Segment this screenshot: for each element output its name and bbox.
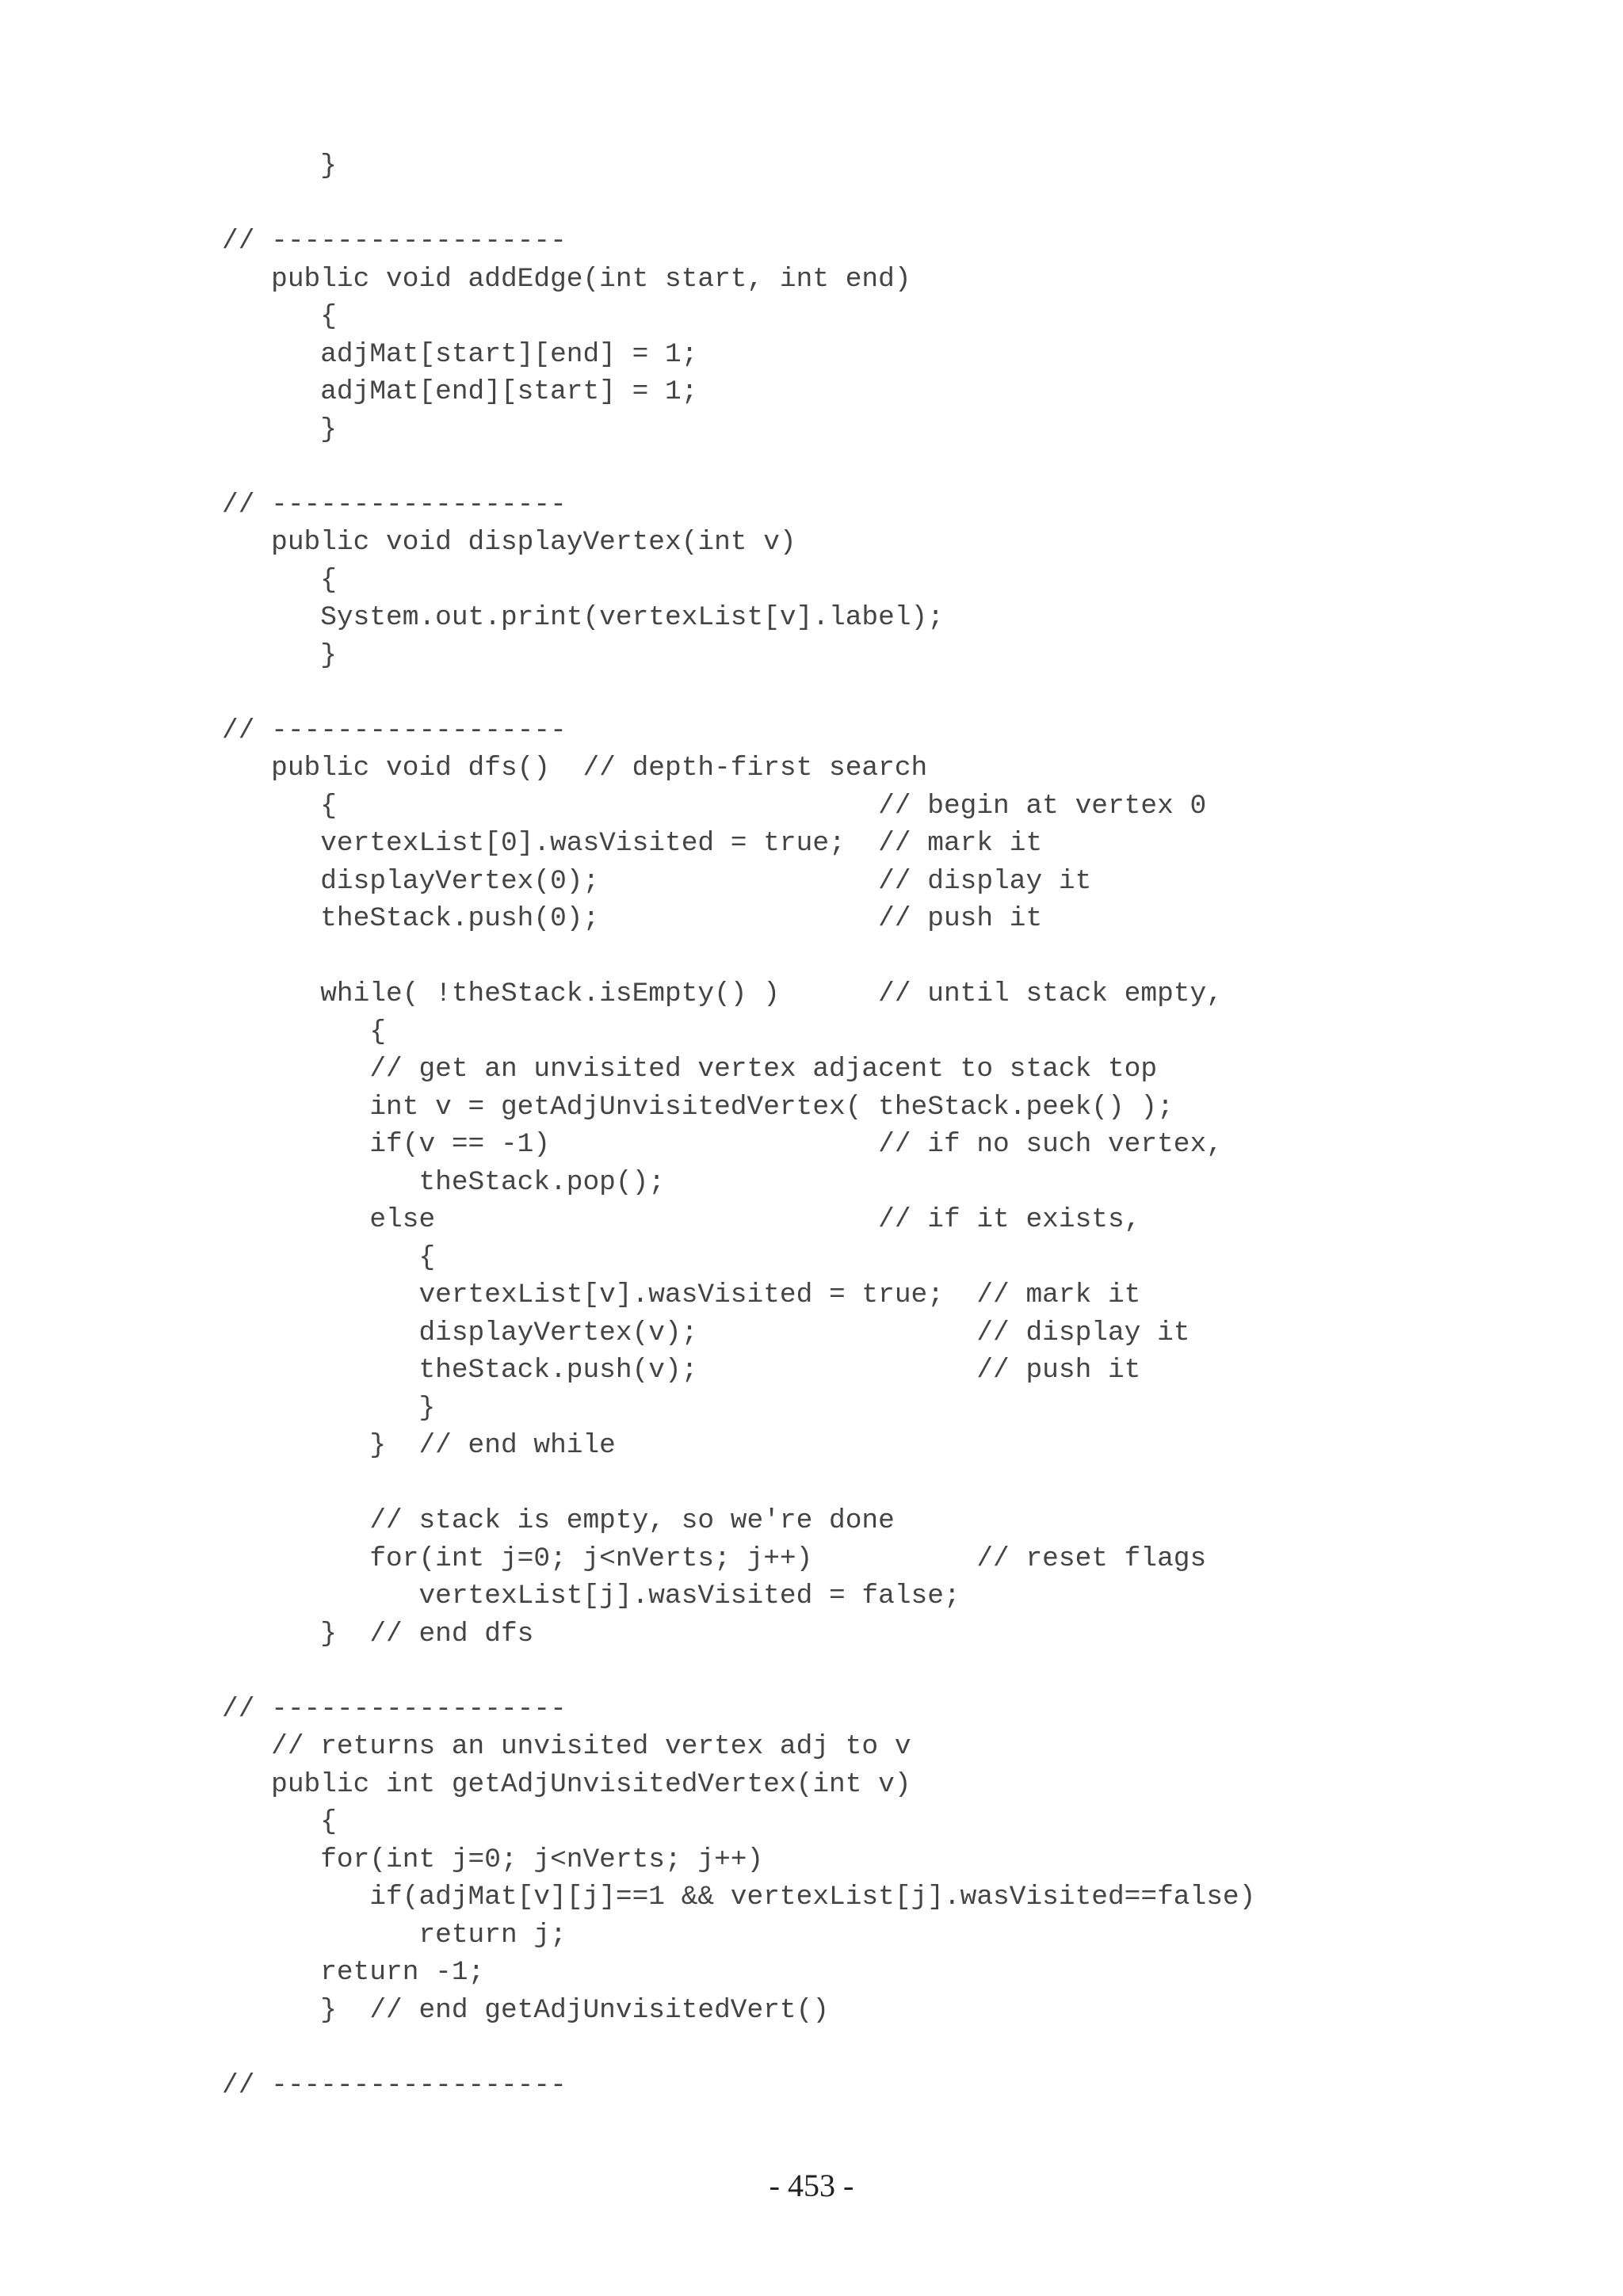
code-line bbox=[222, 938, 1255, 976]
code-line: // ------------------ bbox=[222, 489, 567, 521]
code-line: { bbox=[222, 1016, 387, 1047]
code-line: // ------------------ bbox=[222, 1693, 567, 1725]
code-line: adjMat[start][end] = 1; bbox=[222, 338, 698, 370]
code-line: displayVertex(0); // display it bbox=[222, 865, 1092, 897]
code-line: // ------------------ bbox=[222, 226, 567, 257]
code-line: if(v == -1) // if no such vertex, bbox=[222, 1129, 1223, 1160]
code-line bbox=[222, 2029, 1255, 2067]
code-line: return -1; bbox=[222, 1957, 485, 1988]
code-line bbox=[222, 674, 1255, 712]
code-line bbox=[222, 1465, 1255, 1503]
code-line: while( !theStack.isEmpty() ) // until stack empty, bbox=[222, 978, 1223, 1009]
page-number: - 453 - bbox=[769, 2168, 854, 2203]
code-line bbox=[222, 1653, 1255, 1691]
code-line: // ------------------ bbox=[222, 2069, 567, 2101]
code-line: public void displayVertex(int v) bbox=[222, 527, 796, 558]
code-line: adjMat[end][start] = 1; bbox=[222, 376, 698, 407]
code-line: vertexList[j].wasVisited = false; bbox=[222, 1581, 960, 1611]
code-line: public void dfs() // depth-first search bbox=[222, 753, 928, 784]
code-line: vertexList[0].wasVisited = true; // mark it bbox=[222, 828, 1043, 859]
code-line: // returns an unvisited vertex adj to v bbox=[222, 1731, 911, 1762]
code-line: { bbox=[222, 301, 337, 332]
code-line bbox=[222, 448, 1255, 486]
code-line: // get an unvisited vertex adjacent to stack top bbox=[222, 1054, 1158, 1085]
code-line: } bbox=[222, 151, 337, 181]
code-line: { bbox=[222, 564, 337, 596]
code-line: } // end while bbox=[222, 1430, 616, 1461]
code-line: { // begin at vertex 0 bbox=[222, 790, 1207, 822]
code-line: public int getAdjUnvisitedVertex(int v) bbox=[222, 1768, 911, 1800]
code-line: public void addEdge(int start, int end) bbox=[222, 263, 911, 295]
code-line: theStack.push(0); // push it bbox=[222, 903, 1043, 934]
code-line bbox=[222, 185, 1255, 223]
code-line: if(adjMat[v][j]==1 && vertexList[j].wasVisited==false) bbox=[222, 1882, 1256, 1913]
code-line: } bbox=[222, 1392, 436, 1424]
code-line: // stack is empty, so we're done bbox=[222, 1505, 895, 1536]
code-line: // ------------------ bbox=[222, 715, 567, 746]
code-listing bbox=[222, 147, 1255, 2104]
code-line: } bbox=[222, 414, 337, 445]
code-line: for(int j=0; j<nVerts; j++) // reset flags bbox=[222, 1543, 1207, 1574]
code-line: { bbox=[222, 1806, 337, 1837]
code-line: System.out.print(vertexList[v].label); bbox=[222, 602, 944, 633]
code-line: } bbox=[222, 639, 337, 671]
code-line: } // end dfs bbox=[222, 1618, 534, 1650]
code-line: int v = getAdjUnvisitedVertex( theStack.peek() ); bbox=[222, 1091, 1174, 1123]
code-line: { bbox=[222, 1241, 436, 1273]
code-line: theStack.push(v); // push it bbox=[222, 1355, 1141, 1386]
code-line: theStack.pop(); bbox=[222, 1166, 665, 1198]
code-line: vertexList[v].wasVisited = true; // mark it bbox=[222, 1280, 1141, 1310]
code-line: return j; bbox=[222, 1919, 567, 1951]
code-line: } // end getAdjUnvisitedVert() bbox=[222, 1994, 830, 2026]
code-line: for(int j=0; j<nVerts; j++) bbox=[222, 1844, 764, 1875]
code-line: else // if it exists, bbox=[222, 1204, 1141, 1235]
code-line: displayVertex(v); // display it bbox=[222, 1317, 1190, 1348]
